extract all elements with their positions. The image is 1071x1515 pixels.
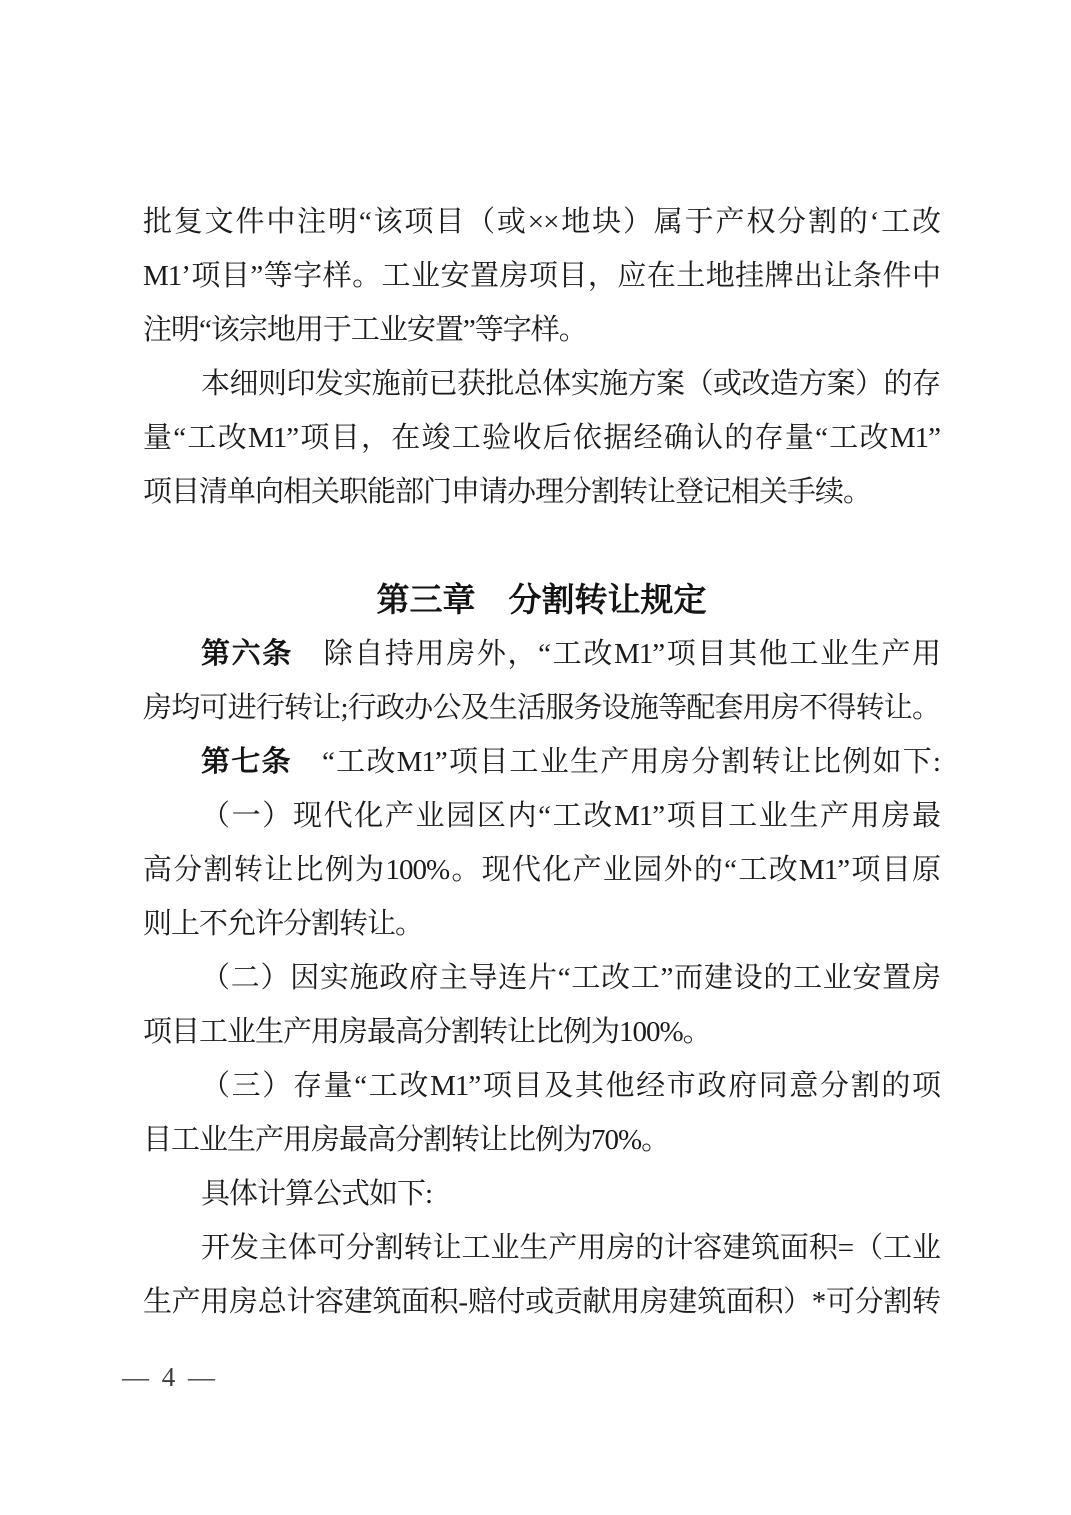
chapter-heading: 第三章 分割转让规定: [376, 581, 707, 618]
body-line: 具体计算公式如下:: [201, 1178, 433, 1210]
body-line: [143, 735, 940, 789]
body-line: （一）现代化产业园区内“工改M1”项目工业生产用房最: [201, 800, 940, 832]
body-line: 项目清单向相关职能部门申请办理分割转让登记相关手续。: [143, 476, 872, 508]
page-content: [143, 195, 940, 1329]
body-line: 房均可进行转让;行政办公及生活服务设施等配套用房不得转让。: [143, 692, 940, 724]
article-six-label: 第六条: [201, 638, 293, 670]
body-line: 生产用房总计容建筑面积-赔付或贡献用房建筑面积）*可分割转: [143, 1286, 940, 1318]
body-line: [143, 627, 940, 681]
blank-line: [143, 519, 940, 573]
article-seven-text: “工改M1”项目工业生产用房分割转让比例如下:: [291, 746, 940, 778]
article-six-text: 除自持用房外，“工改M1”项目其他工业生产用: [292, 638, 940, 670]
body-line: 高分割转让比例为100%。现代化产业园外的“工改M1”项目原: [143, 854, 940, 886]
body-line: （二）因实施政府主导连片“工改工”而建设的工业安置房: [201, 962, 940, 994]
body-line: 项目工业生产用房最高分割转让比例为100%。: [143, 1016, 711, 1048]
body-line: （三）存量“工改M1”项目及其他经市政府同意分割的项: [201, 1070, 940, 1102]
body-line: 批复文件中注明“该项目（或××地块）属于产权分割的‘工改: [143, 206, 940, 238]
body-line: 则上不允许分割转让。: [143, 908, 424, 940]
page-number: — 4 —: [122, 1362, 218, 1392]
body-line: 本细则印发实施前已获批总体实施方案（或改造方案）的存: [201, 368, 940, 400]
body-line: 量“工改M1”项目，在竣工验收后依据经确认的存量“工改M1”: [143, 422, 940, 454]
body-line: 注明“该宗地用于工业安置”等字样。: [143, 314, 587, 346]
body-line: 目工业生产用房最高分割转让比例为70%。: [143, 1124, 670, 1156]
article-seven-label: 第七条: [201, 746, 292, 778]
body-line: 开发主体可分割转让工业生产用房的计容建筑面积=（工业: [201, 1232, 940, 1264]
body-line: M1’项目”等字样。工业安置房项目，应在土地挂牌出让条件中: [143, 260, 940, 292]
